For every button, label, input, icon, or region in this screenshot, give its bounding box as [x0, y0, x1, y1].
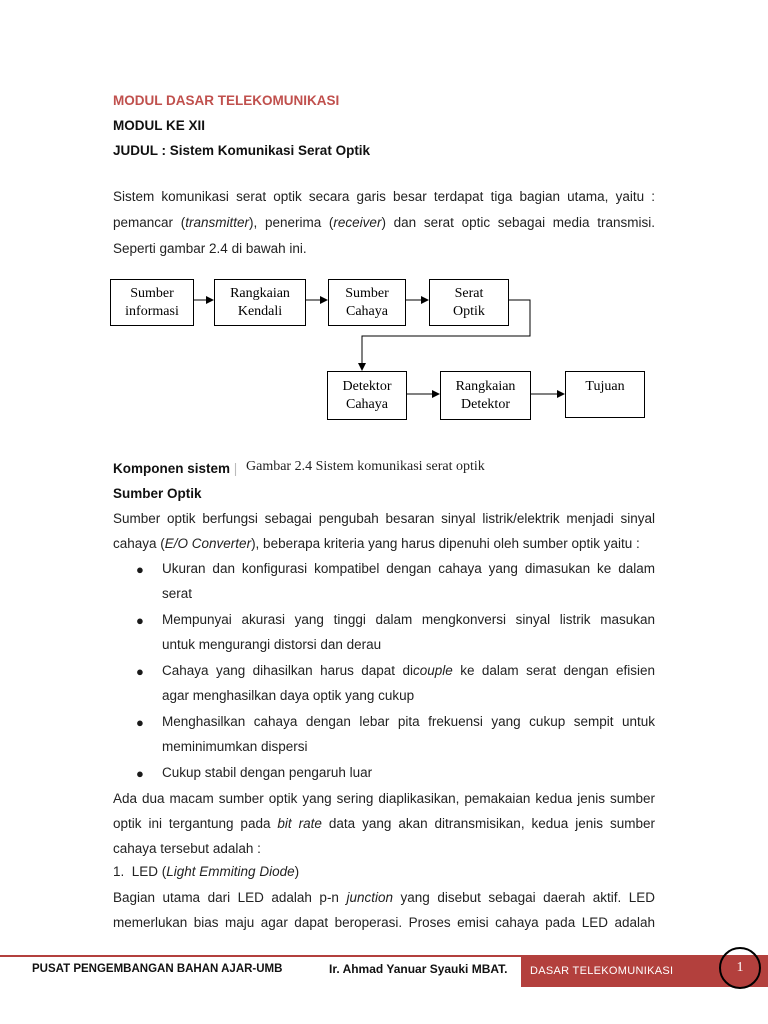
list-item-cont: serat	[162, 586, 193, 601]
box-tujuan: Tujuan	[565, 371, 645, 418]
intro-line-2: pemancar (transmitter), penerima (receiver) dan serat optic sebagai media transmisi.	[113, 215, 655, 230]
sumber-optik-line-2: cahaya (E/O Converter), beberapa kriteria yang harus dipenuhi oleh sumber optik yaitu :	[113, 536, 640, 551]
bullet-dot: ●	[136, 613, 144, 628]
footer-course: DASAR TELEKOMUNIKASI	[530, 965, 674, 977]
intro-line-1: Sistem komunikasi serat optik secara garis besar terdapat tiga bagian utama, yaitu :	[113, 189, 655, 204]
list-item-cont: meminimumkan dispersi	[162, 739, 308, 754]
footer-author: Ir. Ahmad Yanuar Syauki MBAT.	[329, 962, 508, 976]
page-number-badge	[719, 947, 761, 989]
module-subject: JUDUL : Sistem Komunikasi Serat Optik	[113, 143, 371, 158]
box-rangkaian-detektor: Rangkaian Detektor	[440, 371, 531, 420]
section-heading: Komponen sistem |	[113, 461, 238, 476]
box-detektor-cahaya: Detektor Cahaya	[327, 371, 407, 420]
list-item: Ukuran dan konfigurasi kompatibel dengan cahaya yang dimasukan ke dalam	[162, 561, 655, 576]
para2-line-3: cahaya tersebut adalah :	[113, 841, 261, 856]
page-number: 1	[736, 960, 744, 975]
list-item: Cahaya yang dihasilkan harus dapat dicouple ke dalam serat dengan efisien	[162, 663, 655, 678]
module-title: MODUL DASAR TELEKOMUNIKASI	[113, 93, 340, 108]
intro-line-3: Seperti gambar 2.4 di bawah ini.	[113, 241, 307, 256]
figure-caption: Gambar 2.4 Sistem komunikasi serat optik	[246, 459, 485, 474]
list-item: Menghasilkan cahaya dengan lebar pita frekuensi yang cukup sempit untuk	[162, 714, 655, 729]
box-rangkaian-kendali: Rangkaian Kendali	[214, 279, 306, 326]
bullet-dot: ●	[136, 766, 144, 781]
sumber-optik-heading: Sumber Optik	[113, 486, 202, 501]
para2-line-2: optik ini tergantung pada bit rate data yang akan ditransmisikan, kedua jenis sumber	[113, 816, 655, 831]
list-item: Cukup stabil dengan pengaruh luar	[162, 765, 373, 780]
para2-line-1: Ada dua macam sumber optik yang sering diaplikasikan, pemakaian kedua jenis sumber	[113, 791, 655, 806]
sumber-optik-line-1: Sumber optik berfungsi sebagai pengubah besaran sinyal listrik/elektrik menjadi sinyal	[113, 511, 655, 526]
led-heading: 1. LED (Light Emmiting Diode)	[113, 864, 300, 879]
bullet-dot: ●	[136, 562, 144, 577]
bullet-dot: ●	[136, 664, 144, 679]
module-number: MODUL KE XII	[113, 118, 206, 133]
diagram-arrows	[0, 0, 768, 460]
list-item-cont: agar menghasilkan daya optik yang cukup	[162, 688, 415, 703]
list-item: Mempunyai akurasi yang tinggi dalam mengkonversi sinyal listrik masukan	[162, 612, 655, 627]
box-serat-optik: Serat Optik	[429, 279, 509, 326]
para3-line-1: Bagian utama dari LED adalah p-n junction yang disebut sebagai daerah aktif. LED	[113, 890, 655, 905]
arrow-connector	[362, 300, 530, 370]
box-sumber-informasi: Sumber informasi	[110, 279, 194, 326]
list-item-cont: untuk mengurangi distorsi dan derau	[162, 637, 382, 652]
para3-line-2: memerlukan bias maju agar dapat beroperasi. Proses emisi cahaya pada LED adalah	[113, 915, 655, 930]
footer-institution: PUSAT PENGEMBANGAN BAHAN AJAR-UMB	[32, 963, 283, 975]
bullet-dot: ●	[136, 715, 144, 730]
box-sumber-cahaya: Sumber Cahaya	[328, 279, 406, 326]
